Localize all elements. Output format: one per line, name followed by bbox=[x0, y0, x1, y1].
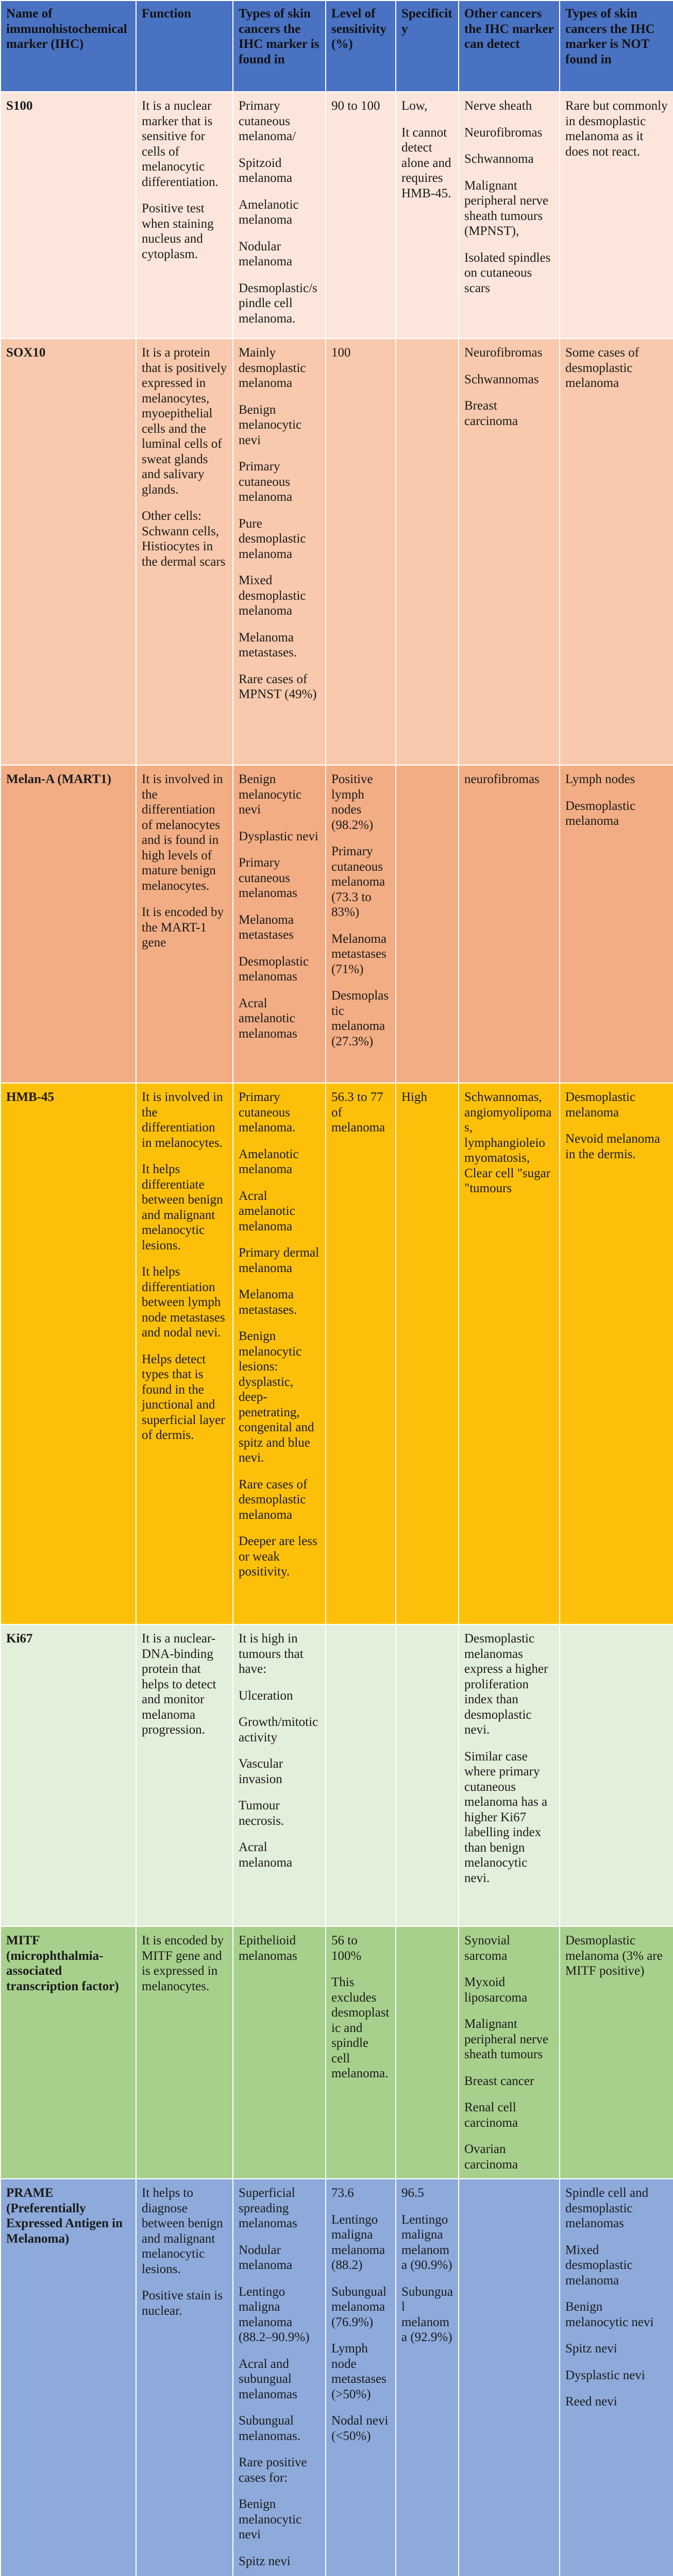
cell-text: Mixed desmoplastic melanoma bbox=[565, 2243, 633, 2287]
marker-name-cell: SOX10 bbox=[1, 338, 136, 765]
cell-text: Schwannomas, angiomyolipomas, lymphangioleiomyomatosis, Clear cell "sugar "tumours bbox=[464, 1090, 552, 1195]
specificity-cell bbox=[396, 2179, 459, 2576]
cell-text: Malignant peripheral nerve sheath tumours (MPNST), bbox=[464, 178, 549, 238]
cell-text: Growth/mitotic activity bbox=[239, 1715, 318, 1744]
cell-text: Lentingo maligna melanoma (88.2–90.9%) bbox=[239, 2284, 310, 2344]
table-row bbox=[1, 1083, 673, 1624]
header-other-cancers: Other cancers the IHC marker can detect bbox=[459, 1, 560, 92]
cell-text: Positive lymph nodes (98.2%) bbox=[331, 772, 374, 832]
cell-text: Primary cutaneous melanomas bbox=[239, 856, 297, 900]
types-found-cell bbox=[233, 2179, 326, 2576]
cell-text: 96.5 bbox=[401, 2186, 424, 2200]
cell-text: Positive test when staining nucleus and cytoplasm. bbox=[142, 201, 214, 261]
cell-text: Positive stain is nuclear. bbox=[142, 2289, 223, 2318]
cell-text: Some cases of desmoplastic melanoma bbox=[565, 346, 640, 390]
cell-text: Spitz nevi bbox=[565, 2342, 617, 2355]
sensitivity-cell bbox=[326, 2179, 396, 2576]
types-not-found-cell bbox=[560, 1926, 673, 2179]
table-row bbox=[1, 1624, 673, 1926]
cell-text: Breast carcinoma bbox=[464, 399, 518, 428]
types-found-cell bbox=[233, 92, 326, 338]
function-cell bbox=[136, 338, 233, 765]
cell-text: Similar case where primary cutaneous melanoma has a higher Ki67 labelling index than benign melanocytic nevi. bbox=[464, 1749, 548, 1885]
types-found-cell bbox=[233, 1083, 326, 1624]
other-cancers-cell bbox=[459, 1624, 560, 1926]
cell-text: Reed nevi bbox=[565, 2395, 617, 2409]
table-row bbox=[1, 338, 673, 765]
cell-text: Rare positive cases for: bbox=[239, 2455, 307, 2485]
cell-text: 90 to 100 bbox=[331, 99, 380, 113]
other-cancers-cell bbox=[459, 1926, 560, 2179]
sensitivity-cell bbox=[326, 92, 396, 338]
cell-text: 73.6 bbox=[331, 2186, 354, 2200]
cell-text: Dysplastic nevi bbox=[565, 2368, 645, 2382]
types-not-found-cell bbox=[560, 1083, 673, 1624]
function-cell bbox=[136, 765, 233, 1083]
cell-text: Schwannomas bbox=[464, 372, 539, 386]
table-row bbox=[1, 1926, 673, 2179]
cell-text: Superficial spreading melanomas bbox=[239, 2186, 297, 2230]
cell-text: It is a nuclear marker that is sensitive for cells of melanocytic differentiation. bbox=[142, 99, 218, 189]
cell-text: Lentingo maligna melanoma (90.9%) bbox=[401, 2212, 452, 2272]
cell-text: Desmoplastic/spindle cell melanoma. bbox=[239, 281, 317, 326]
cell-text: Lymph node metastases (>50%) bbox=[331, 2342, 386, 2401]
cell-text: It cannot detect alone and requires HMB-45. bbox=[401, 125, 451, 200]
types-not-found-cell bbox=[560, 338, 673, 765]
header-function: Function bbox=[136, 1, 233, 92]
cell-text: Primary cutaneous melanoma. bbox=[239, 1090, 296, 1134]
cell-text: Helps detect types that is found in the junctional and superficial layer of dermis. bbox=[142, 1352, 225, 1442]
types-found-cell bbox=[233, 765, 326, 1083]
header-types-found: Types of skin cancers the IHC marker is found in bbox=[233, 1, 326, 92]
cell-text: Acral melanoma bbox=[239, 1840, 293, 1870]
cell-text: Mixed desmoplastic melanoma bbox=[239, 573, 306, 618]
cell-text: Rare cases of MPNST (49%) bbox=[239, 672, 317, 701]
specificity-cell bbox=[396, 1624, 459, 1926]
table-row bbox=[1, 92, 673, 338]
cell-text: Nevoid melanoma in the dermis. bbox=[565, 1132, 660, 1161]
header-specificity: Specificity bbox=[396, 1, 459, 92]
header-row bbox=[1, 1, 673, 92]
cell-text: Other cells: Schwann cells, Histiocytes in the dermal scars bbox=[142, 509, 226, 569]
cell-text: Desmoplastic melanomas express a higher proliferation index than desmoplastic nevi. bbox=[464, 1632, 548, 1737]
cell-text: Spitz nevi bbox=[239, 2554, 291, 2568]
cell-text: Subungual melanoma (76.9%) bbox=[331, 2284, 386, 2329]
function-cell bbox=[136, 1083, 233, 1624]
types-not-found-cell bbox=[560, 1624, 673, 1926]
cell-text: It is high in tumours that have: bbox=[239, 1632, 304, 1676]
cell-text: Subungual melanomas. bbox=[239, 2414, 301, 2443]
types-not-found-cell bbox=[560, 2179, 673, 2576]
cell-text: Primary dermal melanoma bbox=[239, 1246, 319, 1275]
cell-text: Rare but commonly in desmoplastic melanoma as it does not react. bbox=[565, 99, 668, 159]
cell-text: Benign melanocytic nevi bbox=[239, 772, 302, 817]
cell-text: Primary cutaneous melanoma (73.3 to 83%) bbox=[331, 844, 385, 919]
cell-text: Vascular invasion bbox=[239, 1757, 283, 1786]
cell-text: 56.3 to 77 of melanoma bbox=[331, 1090, 385, 1134]
cell-text: Rare cases of desmoplastic melanoma bbox=[239, 1477, 308, 1522]
cell-text: Nodular melanoma bbox=[239, 239, 293, 268]
specificity-cell bbox=[396, 765, 459, 1083]
types-found-cell bbox=[233, 1624, 326, 1926]
cell-text: Neurofibromas bbox=[464, 346, 543, 360]
sensitivity-cell bbox=[326, 765, 396, 1083]
cell-text: Desmoplastic melanoma bbox=[565, 1090, 636, 1120]
cell-text: Desmoplastic melanomas bbox=[239, 954, 309, 984]
marker-name-cell: Ki67 bbox=[1, 1624, 136, 1926]
cell-text: Schwannoma bbox=[464, 152, 534, 166]
cell-text: Isolated spindles on cutaneous scars bbox=[464, 250, 551, 295]
other-cancers-cell bbox=[459, 92, 560, 338]
cell-text: It helps to diagnose between benign and malignant melanocytic lesions. bbox=[142, 2186, 223, 2276]
cell-text: Synovial sarcoma bbox=[464, 1934, 510, 1963]
marker-name-cell: HMB-45 bbox=[1, 1083, 136, 1624]
cell-text: High bbox=[401, 1090, 427, 1104]
other-cancers-cell bbox=[459, 765, 560, 1083]
cell-text: It is encoded by the MART-1 gene bbox=[142, 905, 224, 950]
cell-text: Dysplastic nevi bbox=[239, 829, 318, 843]
header-types-not-found: Types of skin cancers the IHC marker is NOT found in bbox=[560, 1, 673, 92]
cell-text: Desmoplastic melanoma (3% are MITF positive) bbox=[565, 1934, 663, 1978]
types-not-found-cell bbox=[560, 765, 673, 1083]
cell-text: Malignant peripheral nerve sheath tumours bbox=[464, 2017, 549, 2061]
function-cell bbox=[136, 1624, 233, 1926]
cell-text: Acral and subungual melanomas bbox=[239, 2357, 297, 2401]
cell-text: Benign melanocytic nevi bbox=[565, 2300, 654, 2329]
cell-text: Primary cutaneous melanoma/ bbox=[239, 99, 296, 143]
specificity-cell bbox=[396, 92, 459, 338]
cell-text: Ovarian carcinoma bbox=[464, 2142, 518, 2172]
cell-text: Low, bbox=[401, 99, 428, 113]
marker-name-cell: Melan-A (MART1) bbox=[1, 765, 136, 1083]
cell-text: Deeper are less or weak positivity. bbox=[239, 1534, 317, 1579]
cell-text: Primary cutaneous melanoma bbox=[239, 460, 293, 504]
cell-text: Mainly desmoplastic melanoma bbox=[239, 346, 306, 390]
cell-text: Pure desmoplastic melanoma bbox=[239, 516, 306, 561]
cell-text: 100 bbox=[331, 346, 351, 360]
sensitivity-cell bbox=[326, 1926, 396, 2179]
cell-text: Desmoplastic melanoma (27.3%) bbox=[331, 989, 389, 1048]
other-cancers-cell bbox=[459, 2179, 560, 2576]
table-row bbox=[1, 2179, 673, 2576]
cell-text: Myxoid liposarcoma bbox=[464, 1975, 528, 2005]
cell-text: It is encoded by MITF gene and is expressed in melanocytes. bbox=[142, 1934, 224, 1993]
cell-text: Benign melanocytic lesions: dysplastic, deep-penetrating, congenital and spitz and blue nevi. bbox=[239, 1329, 314, 1465]
cell-text: Ulceration bbox=[239, 1688, 293, 1703]
cell-text: 56 to 100% bbox=[331, 1934, 362, 1963]
specificity-cell bbox=[396, 338, 459, 765]
marker-name-cell: S100 bbox=[1, 92, 136, 338]
cell-text: It is involved in the differentiation of melanocytes and is found in high levels of mature benign melanocytes. bbox=[142, 772, 223, 893]
function-cell bbox=[136, 2179, 233, 2576]
cell-text: Lentingo maligna melanoma (88.2) bbox=[331, 2212, 385, 2272]
cell-text: Nodular melanoma bbox=[239, 2243, 293, 2272]
cell-text: neurofibromas bbox=[464, 772, 540, 786]
cell-text: Acral amelanotic melanomas bbox=[239, 996, 297, 1041]
cell-text: Neurofibromas bbox=[464, 125, 543, 140]
cell-text: Melanoma metastases. bbox=[239, 630, 297, 659]
cell-text: Nodal nevi (<50%) bbox=[331, 2414, 389, 2443]
cell-text: Epithelioid melanomas bbox=[239, 1934, 297, 1963]
other-cancers-cell bbox=[459, 338, 560, 765]
cell-text: It helps differentiate between benign and malignant melanocytic lesions. bbox=[142, 1162, 223, 1252]
cell-text: Amelanotic melanoma bbox=[239, 197, 299, 227]
specificity-cell bbox=[396, 1926, 459, 2179]
cell-text: It is a protein that is positively expressed in melanocytes, myoepithelial cells and the luminal cells of sweat glands and salivary glands. bbox=[142, 346, 227, 497]
cell-text: Melanoma metastases (71%) bbox=[331, 931, 386, 976]
cell-text: Desmoplastic melanoma bbox=[565, 799, 636, 828]
marker-name-cell: PRAME (Preferentially Expressed Antigen in Melanoma) bbox=[1, 2179, 136, 2576]
cell-text: Renal cell carcinoma bbox=[464, 2100, 518, 2130]
cell-text: Melanoma metastases bbox=[239, 912, 294, 942]
other-cancers-cell bbox=[459, 1083, 560, 1624]
function-cell bbox=[136, 1926, 233, 2179]
cell-text: Tumour necrosis. bbox=[239, 1799, 284, 1828]
sensitivity-cell bbox=[326, 1083, 396, 1624]
specificity-cell bbox=[396, 1083, 459, 1624]
table-row bbox=[1, 765, 673, 1083]
cell-text: Spindle cell and desmoplastic melanomas bbox=[565, 2186, 649, 2230]
function-cell bbox=[136, 92, 233, 338]
header-sensitivity: Level of sensitivity (%) bbox=[326, 1, 396, 92]
marker-name-cell: MITF (microphthalmia-associated transcription factor) bbox=[1, 1926, 136, 2179]
header-marker-name: Name of immunohistochemical marker (IHC) bbox=[1, 1, 136, 92]
cell-text: It helps differentiation between lymph node metastases and nodal nevi. bbox=[142, 1265, 225, 1340]
cell-text: It is involved in the differentiation in melanocytes. bbox=[142, 1090, 223, 1150]
cell-text: Melanoma metastases. bbox=[239, 1287, 297, 1317]
sensitivity-cell bbox=[326, 1624, 396, 1926]
cell-text: Nerve sheath bbox=[464, 99, 532, 113]
cell-text: Breast cancer bbox=[464, 2074, 534, 2088]
types-found-cell bbox=[233, 1926, 326, 2179]
sensitivity-cell bbox=[326, 338, 396, 765]
cell-text: Acral amelanotic melanoma bbox=[239, 1189, 295, 1233]
cell-text: Benign melanocytic nevi bbox=[239, 402, 302, 447]
types-found-cell bbox=[233, 338, 326, 765]
cell-text: This excludes desmoplastic and spindle cell melanoma. bbox=[331, 1975, 390, 2080]
cell-text: Spitzoid melanoma bbox=[239, 156, 293, 185]
cell-text: It is a nuclear-DNA-binding protein that helps to detect and monitor melanoma progression. bbox=[142, 1632, 216, 1737]
cell-text: Amelanotic melanoma bbox=[239, 1147, 299, 1176]
cell-text: Lymph nodes bbox=[565, 772, 635, 786]
types-not-found-cell bbox=[560, 92, 673, 338]
cell-text: Benign melanocytic nevi bbox=[239, 2497, 302, 2541]
cell-text: Subungual melanoma (92.9%) bbox=[401, 2284, 453, 2344]
